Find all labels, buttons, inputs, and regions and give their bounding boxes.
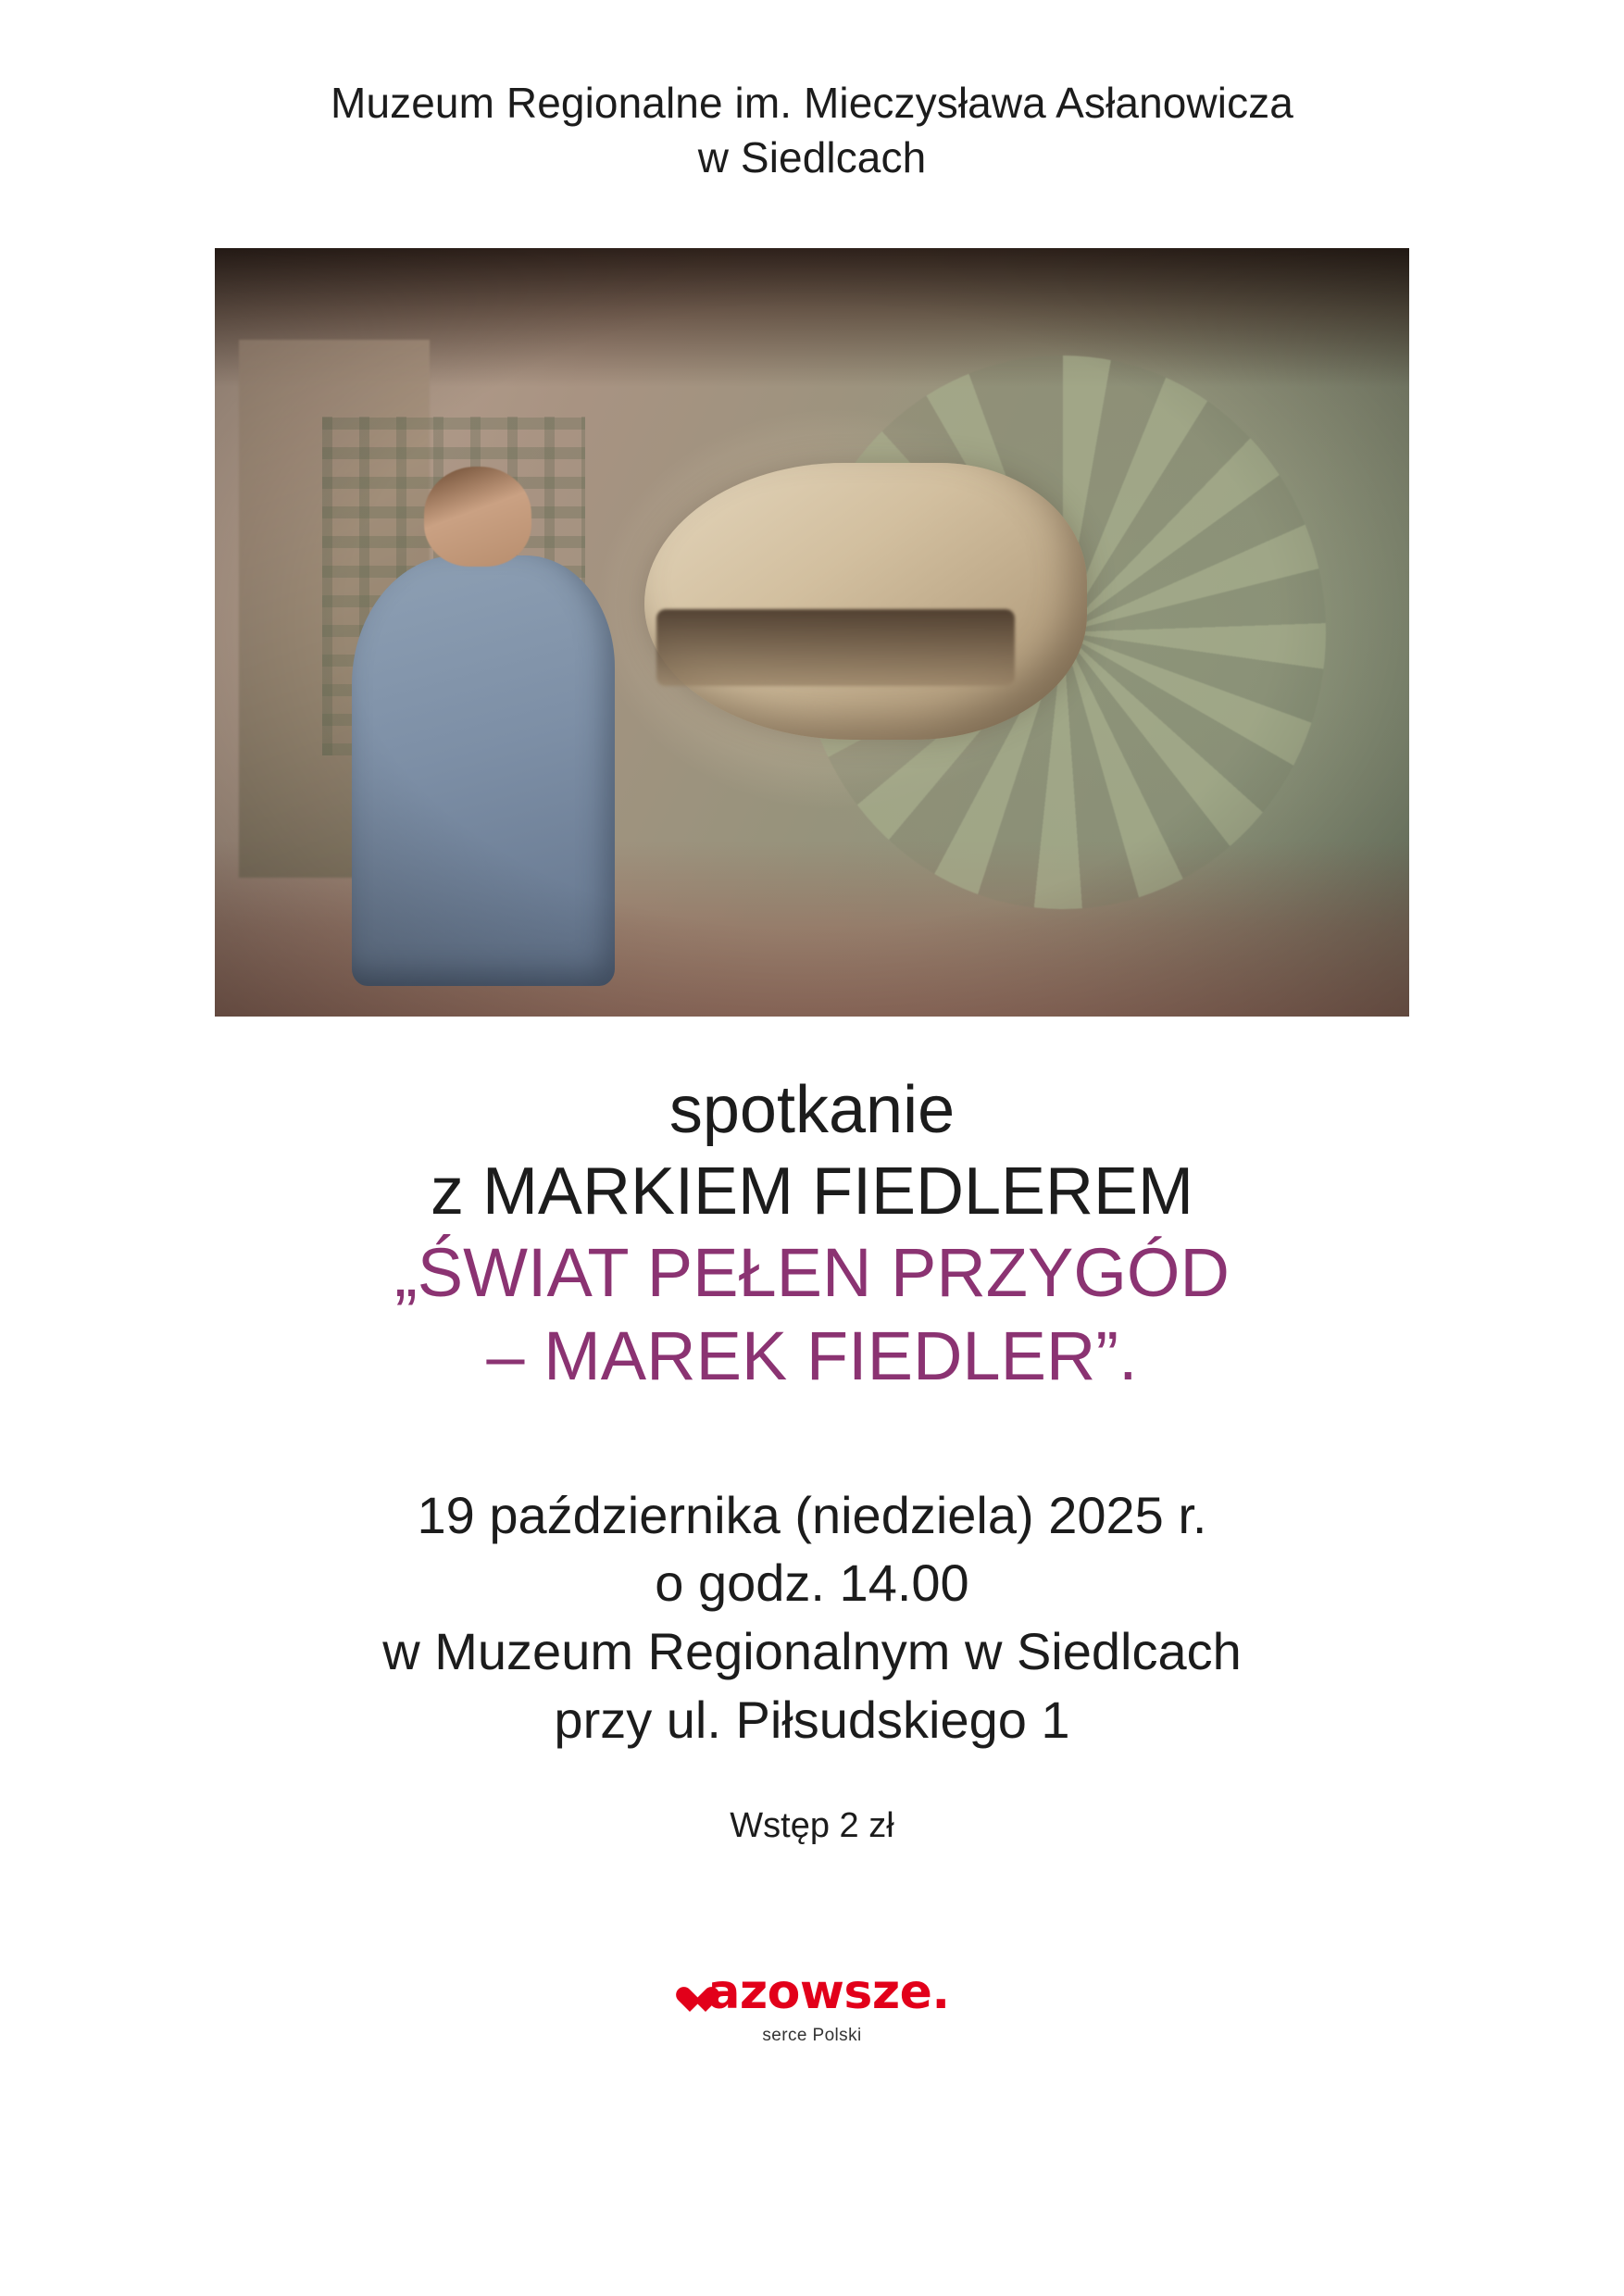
event-details <box>164 1481 1460 1755</box>
event-title-line2: – MAREK FIEDLER”. <box>486 1316 1138 1394</box>
title-block <box>164 1072 1460 1396</box>
event-guest: z MARKIEM FIEDLEREM <box>430 1154 1194 1229</box>
museum-header <box>210 76 1414 185</box>
logo-name: azowsze. <box>707 1965 950 2021</box>
event-photo <box>215 248 1409 1017</box>
museum-name-line1: Muzeum Regionalne im. Mieczysława Asłanowicza <box>331 79 1293 127</box>
museum-name-line2: w Siedlcach <box>697 132 927 181</box>
photo-vignette <box>215 248 1409 1017</box>
event-date: 19 października (niedziela) 2025 r. <box>417 1485 1207 1544</box>
logo-wordmark <box>674 1965 949 2020</box>
mazowsze-logo <box>534 1965 1090 2046</box>
logo-tagline: serce Polski <box>762 2026 862 2046</box>
event-fee: Wstęp 2 zł <box>730 1806 894 1846</box>
event-address: przy ul. Piłsudskiego 1 <box>554 1691 1070 1750</box>
heart-icon <box>674 1984 706 2012</box>
event-venue: w Muzeum Regionalnym w Siedlcach <box>382 1622 1242 1681</box>
photo-image <box>215 248 1409 1017</box>
event-title-line1: „ŚWIAT PEŁEN PRZYGÓD <box>394 1233 1230 1311</box>
event-type: spotkanie <box>668 1072 956 1147</box>
event-time: o godz. 14.00 <box>655 1554 969 1613</box>
